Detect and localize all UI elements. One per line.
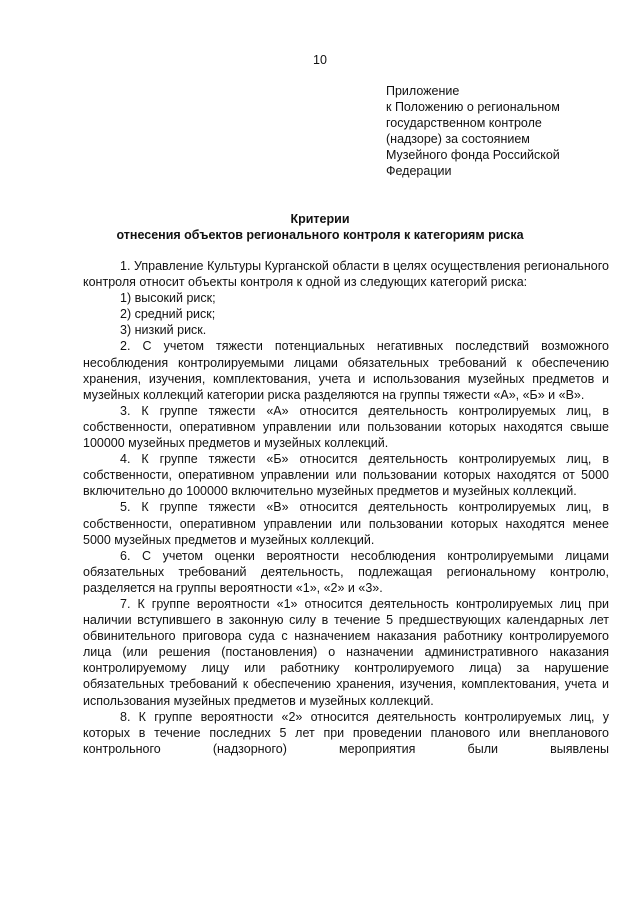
paragraph-2: 2. С учетом тяжести потенциальных негативных последствий возможного несоблюдения контролируемыми лицами обязательных требований к обеспечению хранения, изучения, комплектования, учета и использования музейных предметов и музейных коллекций категории риска разделяются на группы тяжести «А», «Б» и «В». bbox=[83, 339, 609, 402]
list-item-low-risk: 3) низкий риск. bbox=[120, 323, 207, 338]
paragraph-5: 5. К группе тяжести «В» относится деятельность контролируемых лиц, в собственности, оперативном управлении или пользовании которых находятся менее 5000 музейных предметов и музейных коллекций. bbox=[83, 500, 609, 547]
paragraph-3: 3. К группе тяжести «А» относится деятельность контролируемых лиц, в собственности, оперативном управлении или пользовании которых находятся свыше 100000 музейных предметов и музейных коллекций. bbox=[83, 403, 609, 451]
paragraph-6: 6. С учетом оценки вероятности несоблюдения контролируемыми лицами обязательных требований деятельность, подлежащая региональному контролю, разделяется на группы вероятности «1», «2» и «3». bbox=[83, 548, 609, 595]
paragraph-1: 1. Управление Культуры Курганской области в целях осуществления регионального контроля относит объекты контроля к одной из следующих категорий риска: bbox=[83, 259, 609, 290]
document-title bbox=[0, 211, 640, 243]
paragraph-4: 4. К группе тяжести «Б» относится деятельность контролируемых лиц, в собственности, оперативном управлении или пользовании которых находятся от 5000 включительно до 100000 включительно музейных предметов и музейных коллекций. bbox=[83, 452, 609, 499]
paragraph-8: 8. К группе вероятности «2» относится деятельность контролируемых лиц, у которых в течение последних 5 лет при проведении планового или внепланового контрольного (надзорного) мероприятия были выявлены bbox=[83, 709, 609, 756]
appendix-header bbox=[386, 83, 616, 179]
title-line-1: Критерии bbox=[290, 212, 350, 226]
appendix-line: к Положению о региональном bbox=[386, 100, 560, 114]
list-item-high-risk: 1) высокий риск; bbox=[120, 291, 216, 306]
appendix-line: государственном контроле bbox=[386, 116, 542, 130]
paragraph-7: 7. К группе вероятности «1» относится деятельность контролируемых лиц при наличии вступившего в законную силу в течение 5 предшествующих календарных лет обвинительного приговора суда с назначением наказания работнику контролируемого лица (или решения (постановления) о назначении административного наказания контролируемому лицу или работнику контролируемого лица) за нарушение обязательных требований к обеспечению хранения, изучения, комплектования, учета и использования музейных предметов и музейных коллекций. bbox=[83, 596, 609, 708]
list-item-medium-risk: 2) средний риск; bbox=[120, 307, 216, 322]
title-line-2: отнесения объектов регионального контроля к категориям риска bbox=[116, 228, 524, 242]
appendix-line: Музейного фонда Российской bbox=[386, 148, 560, 162]
appendix-line: (надзоре) за состоянием bbox=[386, 132, 530, 146]
page-number: 10 bbox=[313, 53, 327, 67]
appendix-line: Федерации bbox=[386, 164, 452, 178]
document-body bbox=[83, 258, 609, 757]
appendix-line: Приложение bbox=[386, 84, 460, 98]
